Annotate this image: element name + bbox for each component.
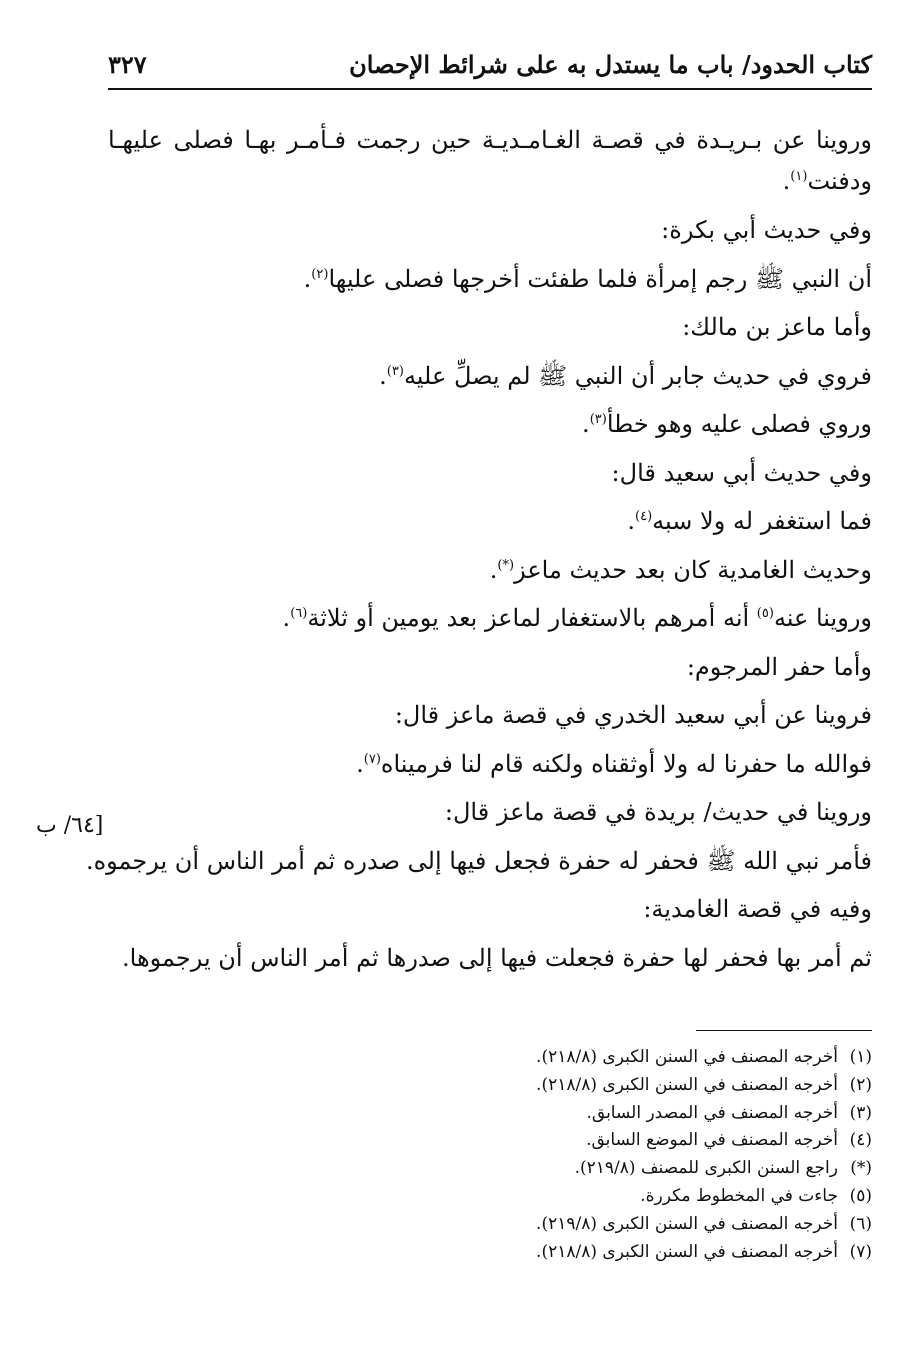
text-line-18: ثم أمر بها فحفر لها حفرة فجعلت فيها إلى صدرها ثم أمر الناس أن يرجموها. — [122, 943, 872, 972]
footnote-ref: (٧) — [363, 751, 381, 767]
footnote-number: (*) — [850, 1158, 872, 1179]
footnote-item — [300, 1100, 872, 1128]
footnote-text: أخرجه المصنف في المصدر السابق. — [586, 1102, 838, 1123]
running-header — [108, 44, 872, 90]
footnote-item — [300, 1155, 872, 1183]
period: . — [582, 410, 590, 438]
period: . — [282, 604, 291, 632]
text-span: فروي في حديث جابر أن النبي ﷺ لم يصلِّ عليه — [403, 361, 872, 390]
footnote-number: (٤) — [849, 1130, 872, 1151]
footnote-text: جاءت في المخطوط مكررة. — [640, 1185, 838, 1206]
text-line-2 — [108, 162, 872, 206]
text-line-17: وفيه في قصة الغامدية: — [643, 895, 872, 923]
footnote-item — [300, 1211, 872, 1239]
text-line-13: فروينا عن أبي سعيد الخدري في قصة ماعز قال: — [394, 701, 872, 729]
page-number: ٣٢٧ — [108, 50, 147, 79]
footnote-ref: (٤) — [635, 509, 653, 524]
footnote-item — [300, 1072, 872, 1100]
footnote-ref: (٦) — [290, 606, 308, 621]
footnote-ref: (٣) — [589, 412, 607, 427]
text-span: فما استغفر له ولا سبه — [652, 507, 872, 535]
text-line-16: فأمر نبي الله ﷺ فحفر له حفرة فجعل فيها إلى صدره ثم أمر الناس أن يرجموه. — [85, 846, 872, 875]
manuscript-folio-marker: [٦٤/ ب — [36, 813, 104, 838]
period: . — [379, 361, 387, 390]
footnote-text: أخرجه المصنف في السنن الكبرى (٢١٨/٨). — [536, 1074, 838, 1095]
period: . — [303, 264, 312, 293]
footnote-number: (٥) — [849, 1185, 872, 1206]
text-line-5: وأما ماعز بن مالك: — [682, 313, 872, 341]
text-span: أنه أمرهم بالاستغفار لماعز بعد يومين أو ثلاثة — [307, 604, 757, 632]
footnote-number: (١) — [849, 1047, 872, 1067]
period: . — [356, 749, 364, 778]
text-line-4 — [108, 255, 872, 304]
text-line-7 — [108, 400, 872, 449]
footnote-text: أخرجه المصنف في السنن الكبرى (٢١٨/٨). — [536, 1047, 838, 1067]
text-span: أن النبي ﷺ رجم إمرأة فلما طفئت أخرجها فصلى عليها — [328, 264, 872, 293]
text-line-3: وفي حديث أبي بكرة: — [661, 216, 872, 244]
footnote-text: أخرجه المصنف في السنن الكبرى (٢١٨/٨). — [536, 1241, 838, 1262]
text-line-11 — [108, 594, 872, 643]
text-span: ودفنت — [807, 167, 872, 195]
text-span: وحديث الغامدية كان بعد حديث ماعز — [514, 555, 872, 584]
text-line-10 — [108, 546, 872, 595]
text-line-12: وأما حفر المرجوم: — [686, 652, 872, 681]
footnote-item — [300, 1127, 872, 1155]
text-span: وروينا عنه — [773, 604, 872, 632]
footnote-text: أخرجه المصنف في السنن الكبرى (٢١٩/٨). — [536, 1213, 838, 1234]
footnote-text: أخرجه المصنف في الموضع السابق. — [586, 1130, 838, 1151]
text-span: فوالله ما حفرنا له ولا أوثقناه ولكنه قام لنا فرميناه — [380, 749, 872, 778]
footnote-item — [300, 1044, 872, 1072]
text-line-14 — [108, 740, 872, 789]
footnote-ref: (٥) — [756, 606, 774, 621]
text-line-9 — [108, 497, 872, 546]
footnote-ref: (٣) — [386, 363, 404, 379]
text-span: وروي فصلى عليه وهو خطأ — [606, 410, 872, 438]
text-line-6 — [108, 352, 872, 401]
text-line-15: وروينا في حديث/ بريدة في قصة ماعز قال: — [444, 798, 872, 826]
footnotes — [300, 1044, 872, 1266]
header-title: كتاب الحدود/ باب ما يستدل به على شرائط الإحصان — [349, 50, 872, 79]
footnote-text: راجع السنن الكبرى للمصنف (٢١٩/٨). — [574, 1158, 838, 1179]
footnote-number: (٧) — [849, 1241, 872, 1262]
footnote-ref: (٢) — [311, 266, 329, 282]
period: . — [782, 167, 791, 195]
footnote-divider — [696, 1030, 872, 1031]
main-text — [85, 118, 872, 982]
period: . — [489, 555, 498, 584]
footnote-ref: (*) — [497, 557, 515, 573]
footnote-ref: (١) — [790, 169, 808, 184]
footnote-number: (٦) — [849, 1213, 872, 1234]
footnote-item — [300, 1239, 872, 1267]
text-line-1: وروينا عن بـريـدة في قصـة الغـامـديـة حين رجمت فـأمـر بهـا فصلى عليهـا — [108, 126, 872, 154]
period: . — [627, 507, 636, 535]
text-line-8: وفي حديث أبي سعيد قال: — [611, 458, 872, 487]
footnote-number: (٢) — [849, 1074, 872, 1095]
footnote-number: (٣) — [849, 1102, 872, 1123]
footnote-item — [300, 1183, 872, 1211]
